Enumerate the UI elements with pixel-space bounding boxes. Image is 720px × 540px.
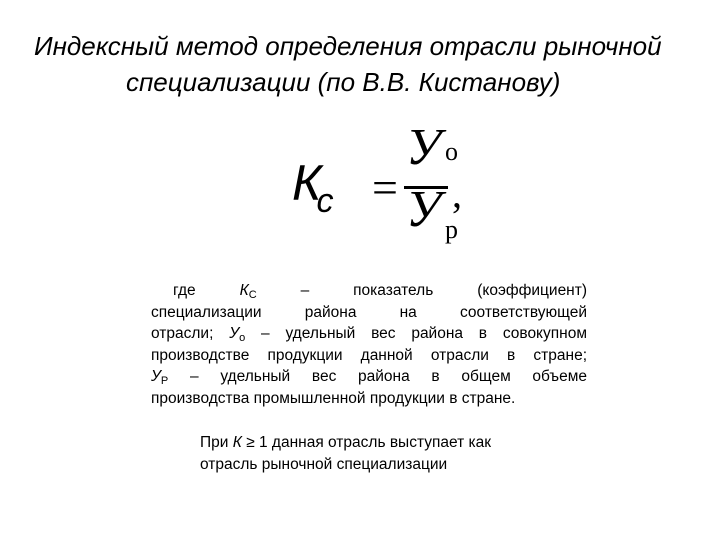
- formula-explanation: [151, 280, 587, 409]
- denominator-subscript: р: [445, 215, 458, 244]
- title-line-2: специализации (по В.В. Кистанову): [126, 67, 561, 97]
- explanation-line-1: [151, 280, 587, 302]
- formula-lhs-subscript: с: [316, 182, 333, 220]
- y-o-subscript: о: [239, 332, 246, 344]
- formula-numerator: [406, 119, 458, 182]
- condition-text: ≥ 1 данная отрасль выступает как: [246, 434, 492, 451]
- y-p-subscript: Р: [160, 375, 169, 387]
- k-subscript: С: [248, 289, 257, 301]
- y-p-symbol: [151, 368, 168, 385]
- note-line-1: [200, 432, 580, 454]
- dash: –: [300, 282, 310, 299]
- formula-equals: =: [372, 162, 398, 213]
- denominator-symbol: У: [406, 181, 441, 238]
- word-when: При: [200, 434, 229, 451]
- word-indicator: показатель: [353, 282, 434, 299]
- explanation-line-6: производства промышленной продукции в стране.: [151, 389, 516, 407]
- y-p-definition: – удельный вес района в общем объеме: [189, 368, 588, 385]
- word-branch: отрасли;: [151, 325, 214, 342]
- numerator-symbol: У: [406, 119, 441, 176]
- explanation-line-2: специализации района на соответствующей: [151, 303, 587, 321]
- y-letter: У: [229, 325, 240, 342]
- title-line-1: Индексный метод определения отрасли рыночной: [34, 31, 662, 61]
- word-coefficient: (коэффициент): [477, 282, 588, 299]
- k-letter: К: [239, 282, 249, 299]
- y-o-definition: – удельный вес района в совокупном: [261, 325, 587, 342]
- index-formula: [292, 119, 462, 252]
- formula-lhs: [292, 155, 336, 220]
- k-symbol: К: [232, 434, 242, 451]
- y-o-symbol: [229, 325, 245, 342]
- k-symbol: [240, 282, 257, 299]
- y-letter: У: [151, 368, 161, 385]
- note-line-2: отрасль рыночной специализации: [200, 455, 448, 473]
- conclusion-note: [200, 432, 580, 475]
- word-where: где: [173, 282, 196, 299]
- formula-comma: ,: [452, 171, 462, 216]
- explanation-line-5: [151, 366, 587, 388]
- explanation-line-4: производстве продукции данной отрасли в стране;: [151, 346, 587, 364]
- explanation-line-3: [151, 323, 587, 345]
- slide-title: [0, 28, 720, 100]
- numerator-subscript: о: [445, 137, 458, 166]
- formula-lhs-symbol: К: [292, 155, 321, 211]
- formula-denominator: [406, 181, 458, 244]
